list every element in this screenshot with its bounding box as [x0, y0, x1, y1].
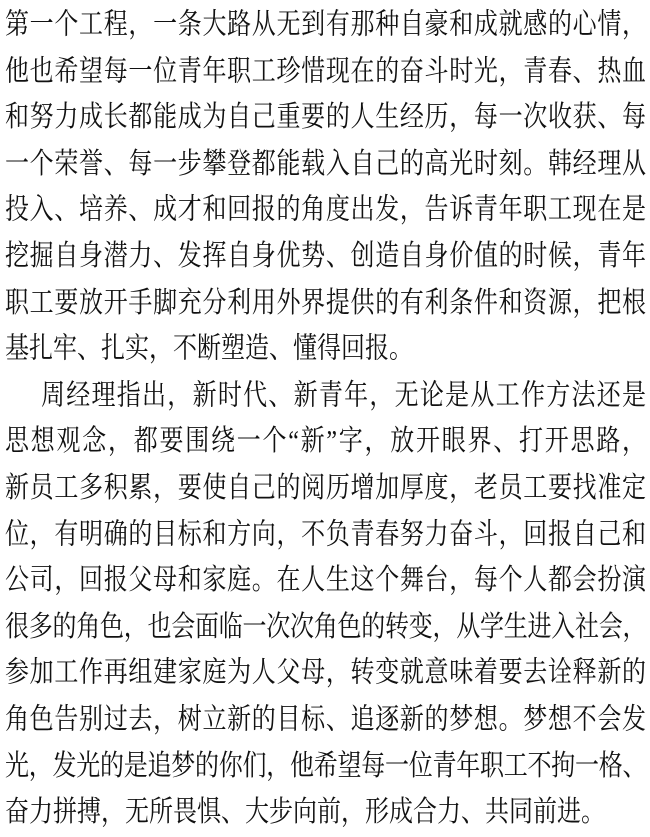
text-line: 基扎牢、扎实，不断塑造、懂得回报。 — [5, 333, 413, 365]
document-body — [5, 0, 646, 836]
text-line: 角色告别过去，树立新的目标、追逐新的梦想。梦想不会发 — [5, 704, 646, 736]
text-line: 挖掘自身潜力、发挥自身优势、创造自身价值的时候，青年 — [5, 241, 646, 273]
text-line: 和努力成长都能成为自己重要的人生经历，每一次收获、每 — [5, 102, 646, 134]
text-line: 周经理指出，新时代、新青年，无论是从工作方法还是 — [41, 380, 646, 412]
text-line: 一个荣誉、每一步攀登都能载入自己的高光时刻。韩经理从 — [5, 148, 646, 180]
text-line: 他也希望每一位青年职工珍惜现在的奋斗时光，青春、热血 — [5, 55, 646, 88]
text-line: 新员工多积累，要使自己的阅历增加厚度，老员工要找准定 — [5, 472, 646, 504]
text-line: 光，发光的是追梦的你们，他希望每一位青年职工不拘一格、 — [5, 750, 646, 782]
text-line: 思想观念，都要围绕一个“新”字，放开眼界、打开思路， — [5, 426, 646, 458]
text-line: 投入、培养、成才和回报的角度出发，告诉青年职工现在是 — [5, 194, 646, 227]
paragraph-1 — [5, 2, 646, 373]
text-line: 公司，回报父母和家庭。在人生这个舞台，每个人都会扮演 — [5, 565, 646, 597]
text-line: 第一个工程，一条大路从无到有那种自豪和成就感的心情， — [5, 9, 646, 41]
text-line: 位，有明确的目标和方向，不负青春努力奋斗，回报自己和 — [5, 519, 646, 551]
text-line: 职工要放开手脚充分利用外界提供的有利条件和资源，把根 — [5, 287, 646, 319]
text-line: 很多的角色，也会面临一次次角色的转变，从学生进入社会， — [5, 611, 646, 643]
paragraph-2 — [5, 373, 646, 836]
text-line: 参加工作再组建家庭为人父母，转变就意味着要去诠释新的 — [5, 657, 646, 690]
text-line: 奋力拼搏，无所畏惧、大步向前，形成合力、共同前进。 — [5, 796, 605, 829]
